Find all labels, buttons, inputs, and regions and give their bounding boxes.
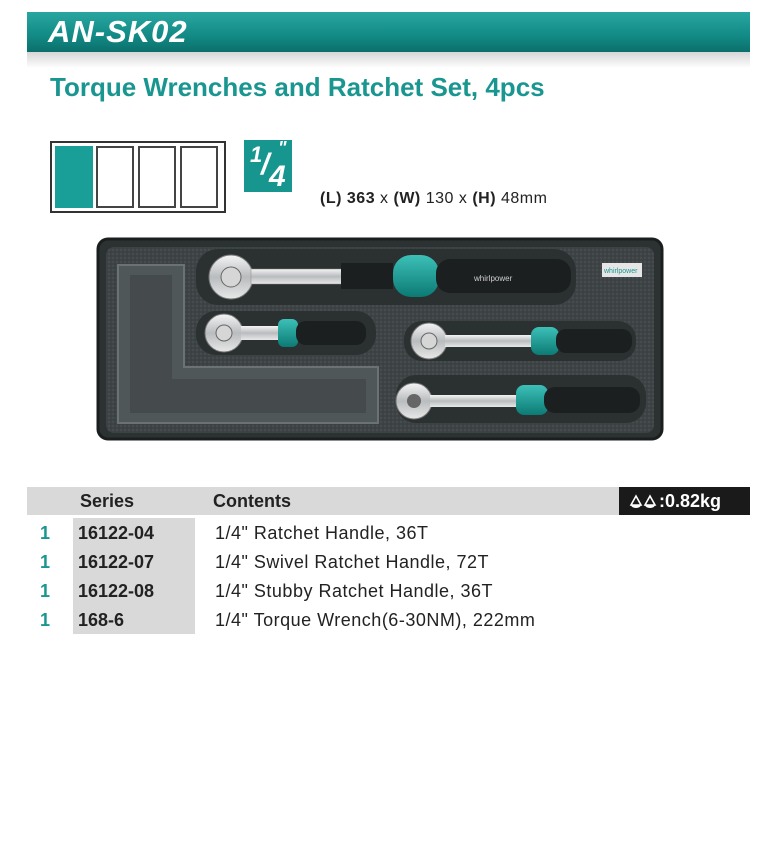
header-shadow [27,52,750,68]
drawer-cell [138,146,176,208]
dim-length-label: (L) [320,190,342,207]
drawer-size-indicator [50,141,226,213]
drawer-cell [96,146,134,208]
table-row [0,519,784,548]
scale-icon [629,493,659,509]
torque-wrench [196,249,576,305]
dim-height-value: 48mm [501,190,548,207]
row-series: 168-6 [78,610,125,630]
drive-size-badge [244,140,292,192]
dimensions-text [320,190,547,208]
drive-size-unit: " [278,138,287,158]
row-description: 1/4" Stubby Ratchet Handle, 36T [215,581,494,601]
drive-size-numerator: 1 [250,142,263,167]
weight-badge [619,487,750,515]
row-qty: 1 [40,552,51,572]
tray-brand-text: whirlpower [474,274,513,283]
tool-tray-image [96,237,664,442]
drive-size-slash: / [261,148,270,181]
dim-height-label: (H) [472,190,497,207]
dim-width-value: 130 [425,190,454,207]
ratchet-handle [404,321,636,361]
dim-length-value: 363 [346,190,376,207]
row-description: 1/4" Ratchet Handle, 36T [215,523,429,543]
contents-header: Contents [213,491,291,511]
dim-sep: x [380,190,389,207]
tool-tray-illustration [96,237,664,442]
row-series: 16122-08 [78,581,155,601]
drive-size-denominator: 4 [269,160,286,193]
row-qty: 1 [40,523,51,543]
drawer-cell-filled [55,146,93,208]
row-description: 1/4" Swivel Ratchet Handle, 72T [215,552,490,572]
stubby-ratchet [196,311,376,355]
series-header: Series [80,491,135,511]
weight-separator: : [659,491,665,511]
dim-width-label: (W) [393,190,421,207]
row-series: 16122-04 [78,523,155,543]
row-qty: 1 [40,610,51,630]
table-row [0,577,784,606]
model-number: AN-SK02 [48,14,188,49]
row-qty: 1 [40,581,51,601]
row-description: 1/4" Torque Wrench(6-30NM), 222mm [215,610,536,630]
weight-value: 0.82kg [665,491,722,511]
row-series: 16122-07 [78,552,155,572]
swivel-ratchet [396,375,646,423]
drawer-cell [180,146,218,208]
table-row [0,606,784,635]
product-title: Torque Wrenches and Ratchet Set, 4pcs [50,72,545,102]
table-row [0,548,784,577]
tray-brand-badge-text: whirlpower [604,268,638,275]
dim-sep: x [458,190,468,207]
